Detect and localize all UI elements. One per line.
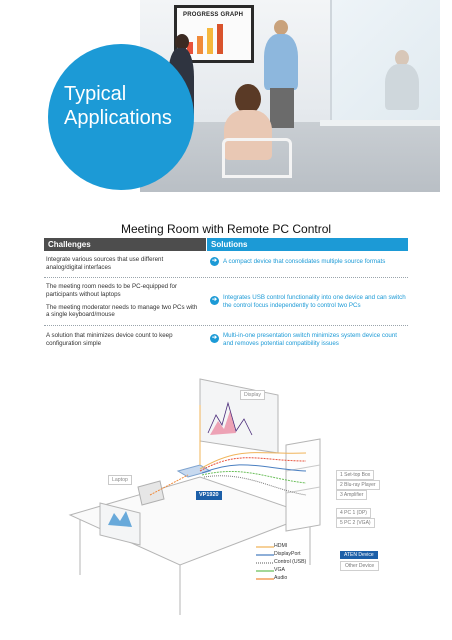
device-number: 2 — [340, 482, 343, 488]
challenge-text: A solution that minimizes device count to keep configuration simple — [46, 332, 173, 347]
device-amplifier — [336, 490, 367, 500]
arrow-right-icon: ➔ — [211, 297, 218, 303]
legend-control-usb: Control (USB) — [274, 559, 307, 565]
solution-row-3: Multi-in-one presentation switch minimizes system device count and removes potential compatibility issues — [223, 332, 398, 347]
solution-row-1: A compact device that consolidates multiple source formats — [223, 258, 386, 265]
legend-hdmi: HDMI — [274, 543, 288, 549]
challenge-row-3 — [46, 332, 201, 348]
challenge-text: Integrate various sources that use different analog/digital interfaces — [46, 256, 164, 271]
solution-row-2: Integrates USB control functionality into one device and can switch the control focus independently to control two PCs — [223, 294, 406, 309]
row-divider — [44, 277, 408, 278]
section-title: Meeting Room with Remote PC Control — [120, 222, 332, 236]
device-name: PC 1 (DP) — [344, 510, 367, 516]
challenge-row-1 — [46, 256, 201, 272]
solutions-header: Solutions — [207, 238, 408, 251]
device-set-top-box — [336, 470, 374, 480]
device-name: PC 2 (VGA) — [344, 520, 371, 526]
page-heading — [64, 82, 184, 130]
device-number: 1 — [340, 472, 343, 478]
device-name: Blu-ray Player — [344, 482, 376, 488]
device-name: Amplifier — [343, 492, 364, 498]
key-aten-device: ATEN Device — [340, 551, 378, 559]
diagram-illustration — [60, 375, 400, 625]
switch-label: VP1920 — [196, 491, 222, 500]
challenges-header: Challenges — [44, 238, 206, 251]
arrow-right-icon: ➔ — [211, 335, 218, 341]
challenge-text: The meeting moderator needs to manage two PCs with a single keyboard/mouse — [46, 303, 198, 319]
arrow-right-icon: ➔ — [211, 258, 218, 264]
screen-title: PROGRESS GRAPH — [183, 12, 244, 18]
device-pc1 — [336, 508, 371, 518]
legend-audio: Audio — [274, 575, 288, 581]
heading-line-1: Typical — [64, 83, 127, 105]
device-blu-ray — [336, 480, 380, 490]
device-number: 3 — [340, 492, 343, 498]
device-name: Set-top Box — [344, 472, 371, 478]
challenge-text: The meeting room needs to be PC-equipped for participants without laptops — [46, 283, 178, 298]
display-screen — [200, 379, 278, 453]
device-pc2 — [336, 518, 375, 528]
row-divider — [44, 325, 408, 326]
challenge-row-2 — [46, 283, 201, 319]
display-label: Display — [240, 390, 265, 400]
device-number: 4 — [340, 510, 343, 516]
legend-vga: VGA — [274, 567, 285, 573]
laptop-label: Laptop — [108, 475, 132, 485]
heading-line-2: Applications — [64, 107, 172, 129]
legend-displayport: DisplayPort — [274, 551, 301, 557]
device-number: 5 — [340, 520, 343, 526]
connection-diagram — [60, 375, 400, 625]
key-other-device: Other Device — [340, 561, 379, 571]
vp1920-device — [178, 465, 210, 477]
